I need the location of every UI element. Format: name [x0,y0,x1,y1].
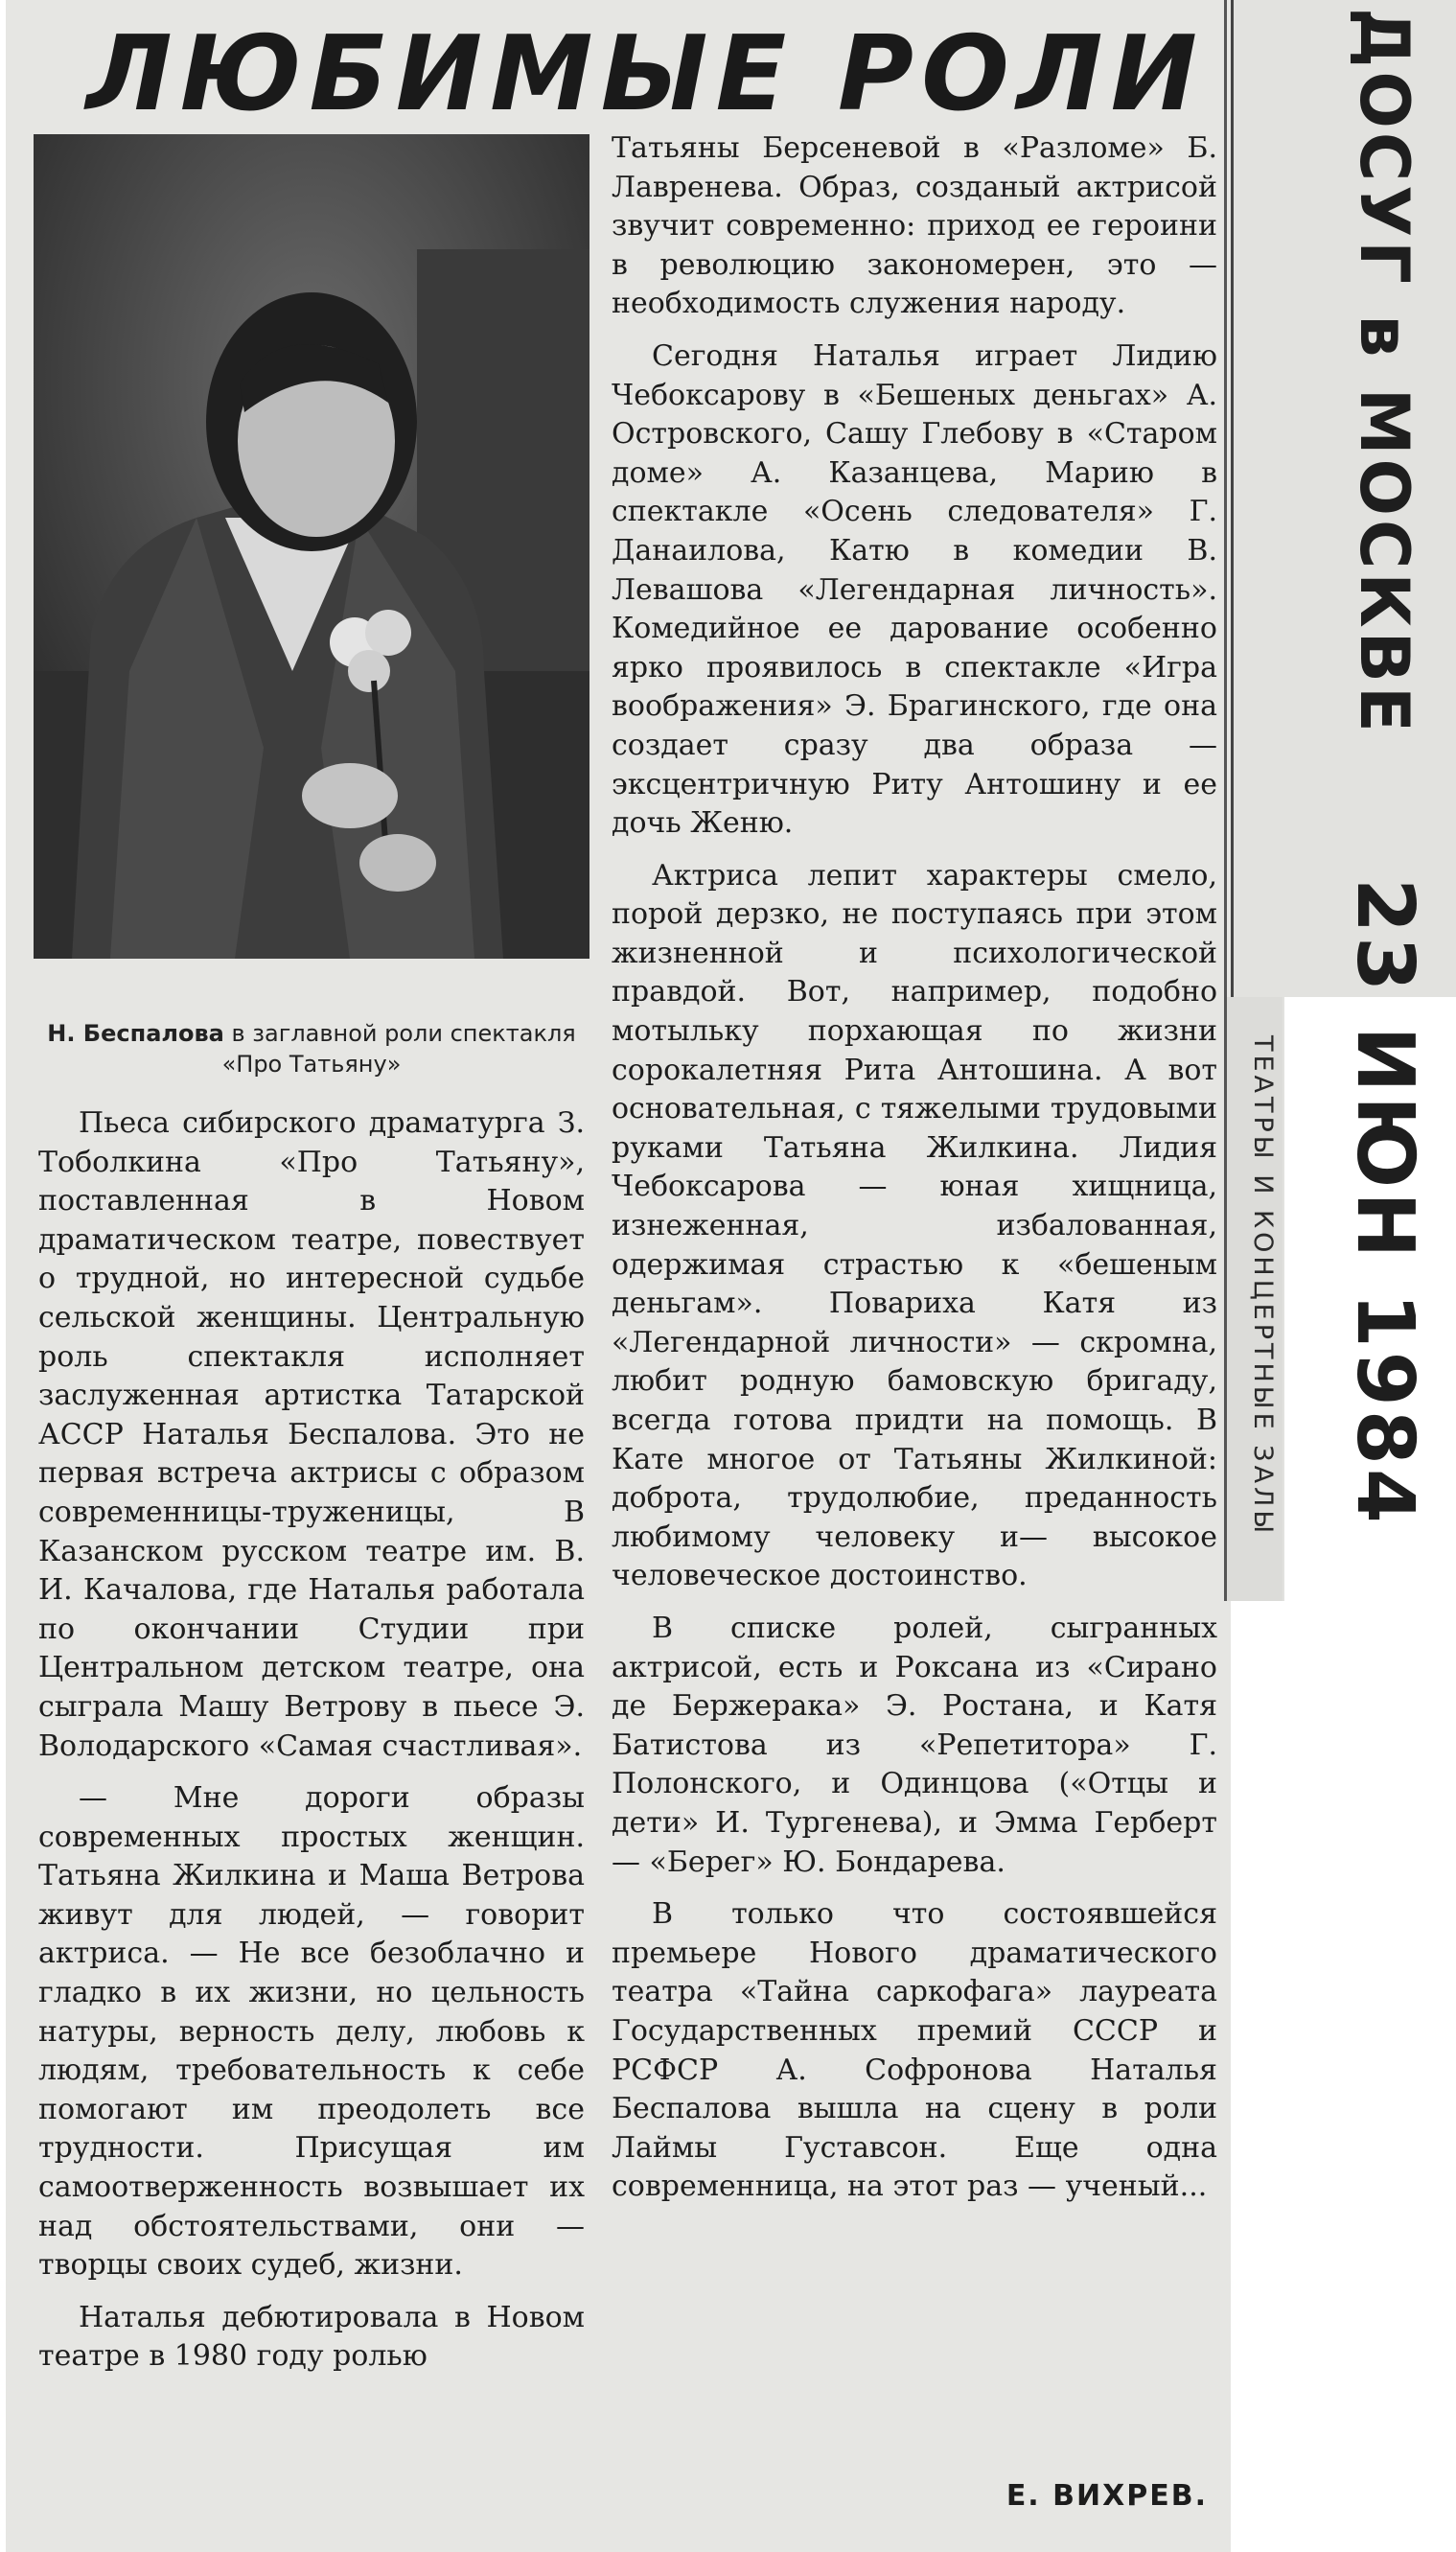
photo-caption [38,1018,585,1079]
article-headline: ЛЮБИМЫЕ РОЛИ [86,14,1205,134]
paragraph: — Мне дороги образы современных простых женщин. Татьяна Жилкина и Маша Ветрова живут для людей, — говорит актриса. — Не все безоблачно и гладко в их жизни, но цельность натуры, верность делу, любовь к людям, требовательность к себе помогают им преодолеть все трудности. Присущая им самоотверженность возвышает их над обстоятельствами, они — творцы своих судеб, жизни. [38,1781,585,2283]
paragraph: Татьяны Берсеневой в «Разломе» Б. Лавренева. Образ, созданый актрисой звучит современно: приход ее героини в революцию закономерен, это — необходимость служения народу. [612,131,1217,321]
author-signature: Е. ВИХРЕВ. [1005,2479,1208,2513]
column-rule [1224,0,1227,1601]
caption-text: в заглавной роли спектакля «Про Татьяну» [221,1020,576,1078]
paragraph: Актриса лепит характеры смело, порой дерзко, не поступаясь при этом жизненной и психологической правдой. Вот, например, подобно мотыльку порхающая по жизни сорокалетняя Рита Антошина. А вот основательная, с тяжелыми трудовыми руками Татьяна Жилкина. Лидия Чебоксарова — юная хищница, изнеженная, избалованная, одержимая страстью к «бешеным деньгам». Повариха Катя из «Легендарной личности» — скромна, любит родную бамовскую бригаду, всегда готова придти на помощь. В Кате многое от Татьяны Жилкиной: доброта, трудолюбие, преданность любимому человеку и— высокое человеческое достоинство. [612,858,1217,1593]
section-label: ТЕАТРЫ И КОНЦЕРТНЫЕ ЗАЛЫ [1248,1035,1278,1538]
paragraph: В только что состоявшейся премьере Нового драматического театра «Тайна саркофага» лауреата Государственных премий СССР и РСФСР А. Софронова Наталья Беспалова вышла на сцену в роли Лаймы Густавсон. Еще одна современница, на этот раз — ученый... [612,1897,1217,2204]
left-column [38,1104,585,2390]
right-column [612,129,1217,2220]
photo-illustration [34,134,589,959]
paragraph: В списке ролей, сыгранных актрисой, есть и Роксана из «Сирано де Бержерака» Э. Ростана, и Катя Батистова из «Репетитора» Г. Полонского, и Одинцова («Отцы и дети» И. Тургенева), и Эмма Герберт — «Берег» Ю. Бондарева. [612,1611,1217,1879]
stamp-source: ДОСУГ в МОСКВЕ [1345,8,1423,736]
paragraph: Наталья дебютировала в Новом театре в 1980 году ролью [38,2300,585,2374]
paragraph: Сегодня Наталья играет Лидию Чебоксарову в «Бешеных деньгах» А. Островского, Сашу Глебову в «Старом доме» А. Казанцева, Марию в спектакле «Осень следователя» Г. Данаилова, Катю в комедии В. Левашова «Легендарная личность». Комедийное ее дарование особенно ярко проявилось в спектакле «Игра воображения» Э. Брагинского, где она создает сразу два образа — эксцентричную Риту Антошину и ее дочь Женю. [612,338,1217,841]
actress-photo [34,134,589,959]
paragraph: Пьеса сибирского драматурга З. Тоболкина «Про Татьяну», поставленная в Новом драматическом театре, повествует о трудной, но интересной судьбе сельской женщины. Центральную роль спектакля исполняет заслуженная артистка Татарской АССР Наталья Беспалова. Это не первая встреча актрисы с образом современницы-труженицы, В Казанском русском театре им. В. И. Качалова, где Наталья работала по окончании Студии при Центральном детском театре, она сыграла Машу Ветрову в пьесе Э. Володарского «Самая счастливая». [38,1106,585,1763]
source-stamp [1315,8,1430,1528]
caption-name: Н. Беспалова [47,1020,224,1047]
stamp-date: 23 ИЮН 1984 [1339,878,1430,1528]
